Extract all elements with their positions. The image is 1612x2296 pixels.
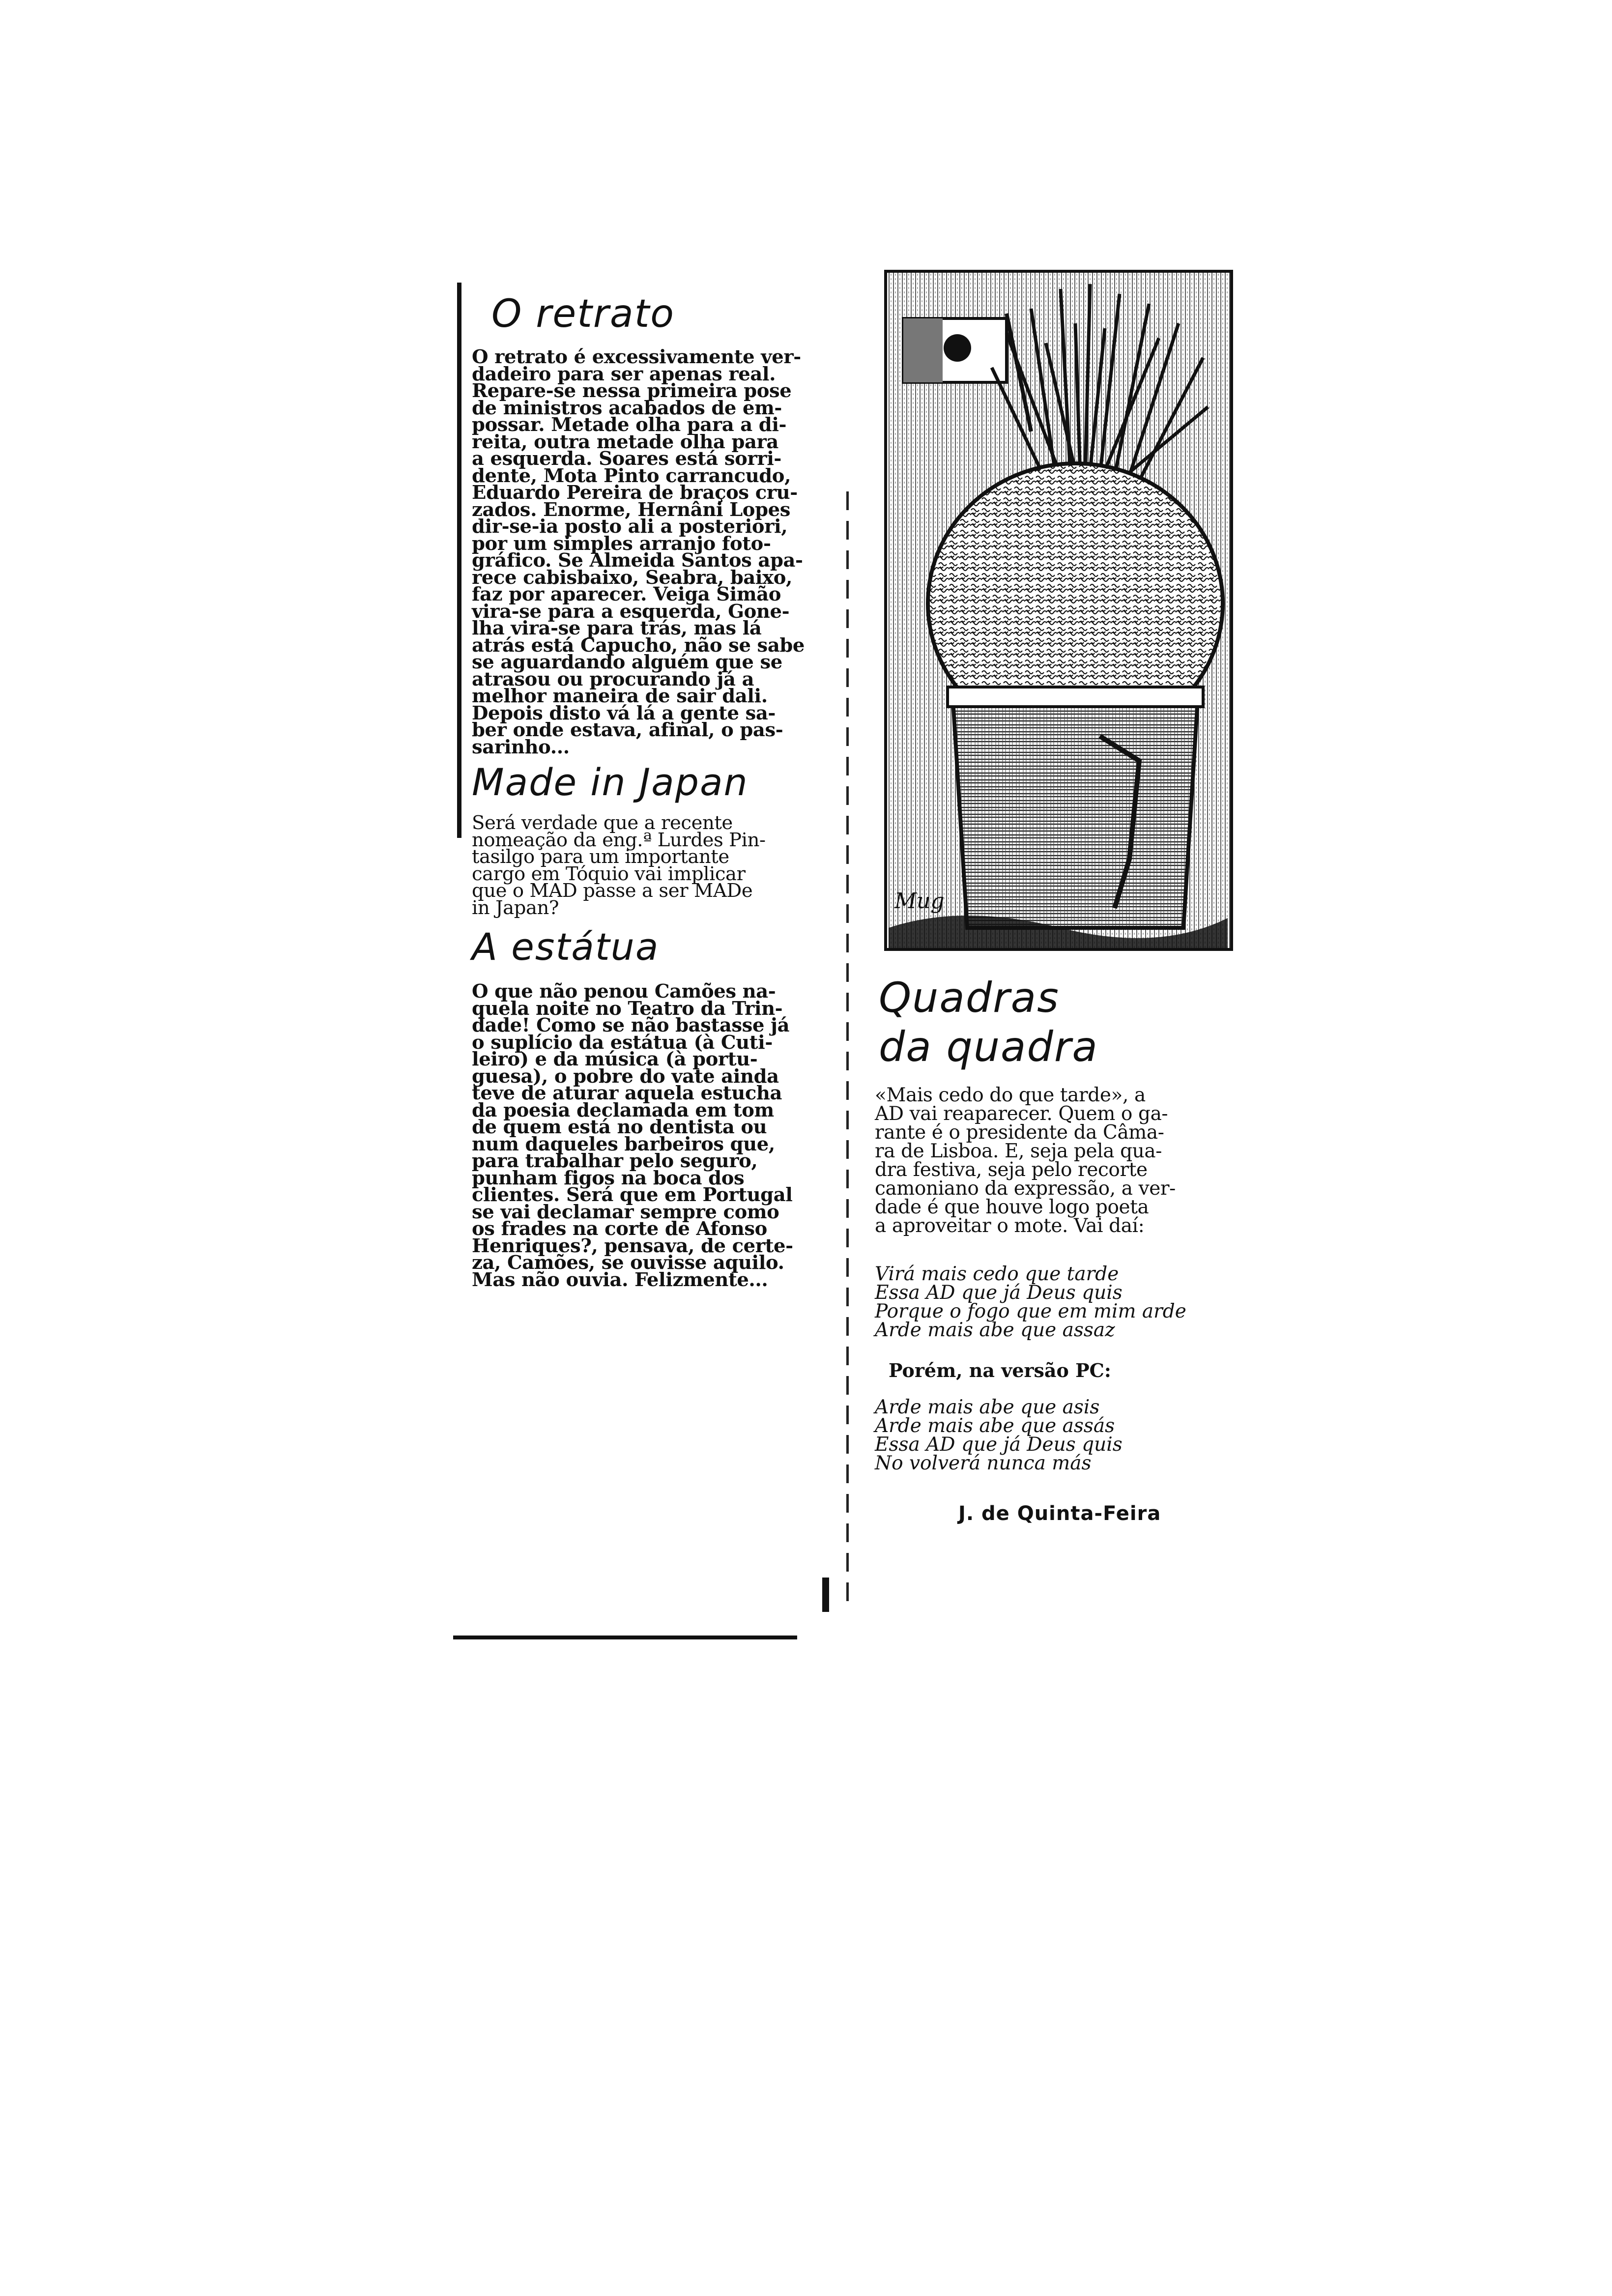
left-column	[472, 285, 845, 1289]
text-line: leiro) e da música (à portu-	[472, 1048, 758, 1070]
text-line: num daqueles barbeiros que,	[472, 1133, 775, 1155]
text-line: ber onde estava, afinal, o pas-	[472, 719, 783, 741]
author-signature: J. de Quinta-Feira	[958, 1502, 1161, 1525]
text-line: quela noite no Teatro da Trin-	[472, 997, 783, 1020]
quadras-heading	[879, 973, 1248, 1071]
text-line: o suplício da estátua (à Cuti-	[472, 1031, 773, 1054]
text-line: gráfico. Se Almeida Santos apa-	[472, 549, 803, 572]
text-line: Essa AD que já Deus quis	[875, 1282, 1123, 1304]
left-column-rule	[457, 283, 461, 838]
text-line: atrasou ou procurando já a	[472, 668, 754, 690]
column-divider	[846, 491, 849, 1602]
text-line: os frades na corte de Afonso	[472, 1218, 767, 1240]
text-line: que o MAD passe a ser MADe	[472, 880, 753, 902]
text-line: Repare-se nessa primeira pose	[472, 380, 792, 402]
text-line: se aguardando alguém que se	[472, 651, 782, 673]
text-line: «Mais cedo do que tarde», a	[875, 1084, 1146, 1106]
text-line: dade! Como se não bastasse já	[472, 1014, 790, 1036]
text-line: camoniano da expressão, a ver-	[875, 1177, 1176, 1200]
text-line: lha vira-se para trás, mas lá	[472, 617, 762, 639]
text-line: punham figos na boca dos	[472, 1167, 745, 1189]
text-line: Arde mais abe que assás	[875, 1415, 1115, 1437]
text-line: por um simples arranjo foto-	[472, 532, 771, 555]
text-line: O retrato é excessivamente ver-	[472, 346, 801, 368]
text-line: ra de Lisboa. E, seja pela qua-	[875, 1140, 1162, 1162]
retrato-body	[472, 346, 845, 758]
text-line: melhor maneira de sair dali.	[472, 685, 768, 707]
text-line: de quem está no dentista ou	[472, 1116, 767, 1138]
text-line: dra festiva, seja pelo recorte	[875, 1159, 1148, 1181]
retrato-heading: O retrato	[491, 292, 675, 336]
verse-intro: Porém, na versão PC:	[889, 1359, 1111, 1381]
text-line: a esquerda. Soares está sorri-	[472, 448, 781, 470]
text-line: a aproveitar o mote. Vai daí:	[875, 1215, 1145, 1237]
text-line: dade é que houve logo poeta	[875, 1196, 1149, 1218]
text-line: vira-se para a esquerda, Gone-	[472, 600, 790, 623]
text-line: cargo em Tóquio vai implicar	[472, 862, 746, 885]
text-line: atrás está Capucho, não se sabe	[472, 634, 805, 657]
illustration-signature: Mug	[894, 889, 945, 914]
text-line: dente, Mota Pinto carrancudo,	[472, 464, 791, 487]
text-line: Essa AD que já Deus quis	[875, 1434, 1123, 1456]
text-line: da poesia declamada em tom	[472, 1099, 774, 1121]
text-line: Porque o fogo que em mim arde	[875, 1300, 1186, 1322]
column-divider-mark	[822, 1578, 829, 1612]
text-line: para trabalhar pelo seguro,	[472, 1150, 758, 1172]
text-line: Arde mais abe que assaz	[875, 1319, 1115, 1341]
japan-heading: Made in Japan	[472, 760, 748, 804]
text-line: zados. Enorme, Hernâni Lopes	[472, 498, 790, 521]
text-line: reita, outra metade olha para	[472, 430, 778, 453]
estatua-body	[472, 980, 845, 1291]
text-line: possar. Metade olha para a di-	[472, 414, 787, 436]
text-line: Depois disto vá lá a gente sa-	[472, 702, 776, 724]
text-line: teve de aturar aquela estucha	[472, 1082, 782, 1104]
bottom-rule	[453, 1636, 797, 1639]
text-line: nomeação da eng.ª Lurdes Pin-	[472, 829, 766, 851]
right-column	[875, 973, 1248, 1525]
text-line: sarinho...	[472, 736, 570, 758]
text-line: guesa), o pobre do vate ainda	[472, 1065, 779, 1088]
text-line: Arde mais abe que asis	[875, 1396, 1100, 1418]
japan-body	[472, 812, 845, 919]
text-line: Mas não ouvia. Felizmente...	[472, 1268, 768, 1291]
verse-stanza-2	[875, 1398, 1248, 1473]
text-line: Henriques?, pensava, de certe-	[472, 1234, 793, 1257]
text-line: de ministros acabados de em-	[472, 397, 782, 419]
quadras-heading-line-1: Quadras	[879, 974, 1060, 1022]
text-line: Virá mais cedo que tarde	[875, 1263, 1119, 1285]
text-line: No volverá nunca más	[875, 1452, 1092, 1474]
text-line: Será verdade que a recente	[472, 812, 733, 834]
quadras-body	[875, 1086, 1248, 1235]
text-line: se vai declamar sempre como	[472, 1201, 779, 1223]
text-line: AD vai reaparecer. Quem o ga-	[875, 1103, 1168, 1125]
text-line: faz por aparecer. Veiga Simão	[472, 583, 781, 605]
text-line: rante é o presidente da Câma-	[875, 1121, 1164, 1144]
text-line: Eduardo Pereira de braços cru-	[472, 482, 798, 504]
text-line: in Japan?	[472, 896, 559, 919]
text-line: dir-se-ia posto ali a posteriori,	[472, 516, 788, 538]
quadras-heading-line-2: da quadra	[879, 1023, 1098, 1071]
cactus-flowerpot-illustration-icon	[884, 269, 1234, 951]
text-line: O que não penou Camões na-	[472, 980, 776, 1003]
text-line: dadeiro para ser apenas real.	[472, 363, 776, 385]
text-line: tasilgo para um importante	[472, 846, 729, 868]
text-line: za, Camões, se ouvisse aquilo.	[472, 1252, 784, 1274]
text-line: clientes. Será que em Portugal	[472, 1184, 793, 1206]
text-line: rece cabisbaixo, Seabra, baixo,	[472, 566, 792, 589]
verse-stanza-1	[875, 1265, 1248, 1340]
estatua-heading: A estátua	[472, 925, 660, 969]
